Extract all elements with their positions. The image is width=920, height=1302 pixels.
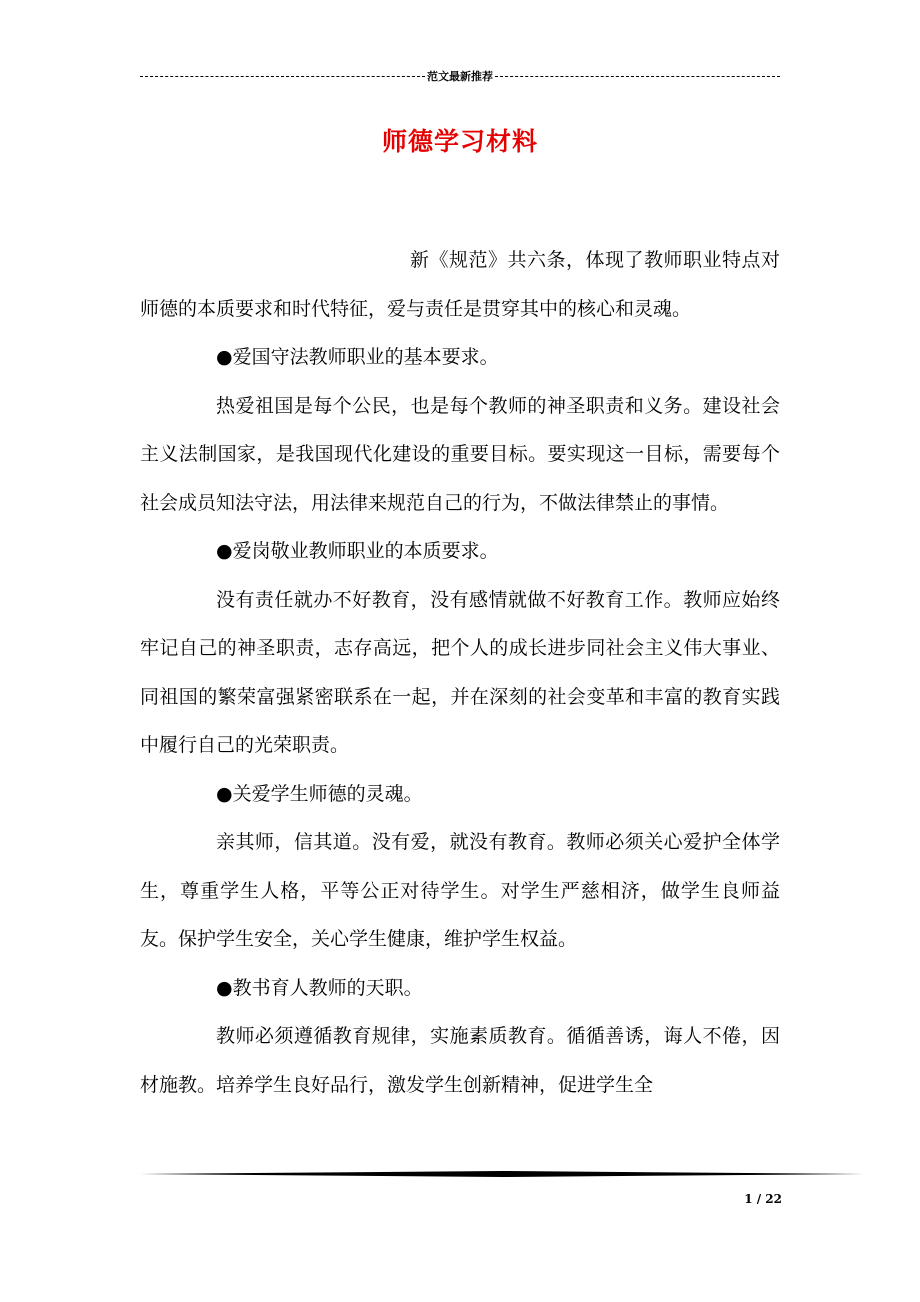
paragraph: 热爱祖国是每个公民，也是每个教师的神圣职责和义务。建设社会主义法制国家，是我国现代化建设的重要目标。要实现这一目标，需要每个社会成员知法守法，用法律来规范自己的行为，不做法律禁止的事情。 — [140, 394, 780, 514]
header-dash-right — [495, 76, 780, 77]
document-body — [140, 236, 780, 1109]
bullet-heading: ●教书育人教师的天职。 — [216, 976, 423, 999]
paragraph-intro: 新《规范》共六条，体现了教师职业特点对师德的本质要求和时代特征，爱与责任是贯穿其中的核心和灵魂。 — [140, 249, 780, 320]
footer-rule — [140, 1171, 864, 1177]
page-number: 1 / 22 — [744, 1192, 782, 1206]
header-text: 范文最新推荐 — [427, 70, 493, 83]
header-dash-left — [140, 76, 425, 77]
paragraph: 亲其师，信其道。没有爱，就没有教育。教师必须关心爱护全体学生，尊重学生人格，平等公正对待学生。对学生严慈相济，做学生良师益友。保护学生安全，关心学生健康，维护学生权益。 — [140, 831, 780, 950]
paragraph: 教师必须遵循教育规律，实施素质教育。循循善诱，诲人不倦，因材施教。培养学生良好品行，激发学生创新精神，促进学生全 — [140, 1025, 780, 1096]
bullet-heading: ●关爱学生师德的灵魂。 — [216, 782, 423, 805]
bullet-heading: ●爱岗敬业教师职业的本质要求。 — [216, 540, 499, 562]
page-header — [140, 66, 780, 86]
paragraph: 没有责任就办不好教育，没有感情就做不好教育工作。教师应始终牢记自己的神圣职责，志存高远，把个人的成长进步同社会主义伟大事业、同祖国的繁荣富强紧密联系在一起，并在深刻的社会变革和丰富的教育实践中履行自己的光荣职责。 — [140, 588, 780, 756]
document-title: 师德学习材料 — [381, 127, 538, 156]
bullet-heading: ●爱国守法教师职业的基本要求。 — [216, 346, 499, 368]
